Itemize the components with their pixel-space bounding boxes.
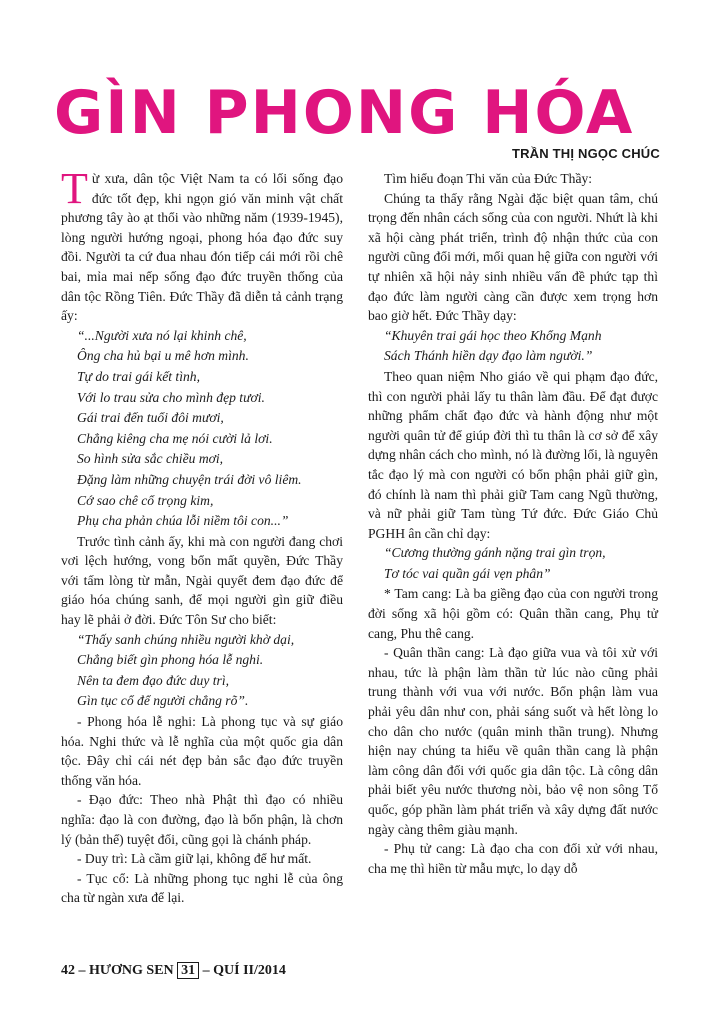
verse-line: Tự do trai gái kết tình, <box>77 368 200 384</box>
verse-line: Cớ sao chê cổ trọng kim, <box>77 492 214 508</box>
verse-line: Sách Thánh hiền dạy đạo làm người.” <box>384 348 593 364</box>
verse-line: Nên ta đem đạo đức duy trì, <box>77 672 230 688</box>
verse-line: Gìn tục cổ để người chẳng rõ”. <box>77 693 249 709</box>
right-column <box>368 169 658 878</box>
verse-line: Phụ cha phản chúa lỗi niềm tôi con...” <box>77 513 289 529</box>
body-paragraph: Theo quan niệm Nho giáo về qui phạm đạo đức, thì con người phải lấy tu thân làm đầu. Để đạt được những phẩm chất đạo đức và hành động như một người quân tử để giúp đời thì tu thân là cơ sở để xây dựng nhân cách cho mình, nó là đường lối, là nguyên tắc đạo lý mà con người có bổn phận phải giữ gìn, đó chính là nam thì phải giữ Tam cang Ngũ thường, và nữ phải giữ Tam tùng Tứ đức. Đức Giáo Chủ PGHH ân cần chỉ dạy: <box>368 368 658 541</box>
definition-paragraph: - Phụ tử cang: Là đạo cha con đối xử với nhau, cha mẹ thì hiền từ mẫu mực, lo dạy dỗ <box>368 841 658 876</box>
verse-block-2 <box>61 630 343 712</box>
article-title: GÌN PHONG HÓA <box>54 78 635 148</box>
intro-paragraph: Từ xưa, dân tộc Việt Nam ta có lối sống đạo đức tốt đẹp, khi ngọn gió văn minh vật chất phương tây ào ạt thổi vào những năm (1939-1945), lòng người hướng ngoại, phong hóa đạo đức suy đồi. Người ta cứ đua nhau đón tiếp cái mới rồi chê bai, mỉa mai nếp sống đạo đức truyền thống của dân tộc Rồng Tiên. Đức Thầy đã diễn tả cảnh trạng ấy: <box>61 164 343 324</box>
definition-paragraph: - Phong hóa lễ nghi: Là phong tục và sự giáo hóa. Nghi thức và lễ nghĩa của một quốc gia dân tộc. Đây chỉ cái nét đẹp bản sắc đạo đức truyền thống văn hóa. <box>61 714 343 788</box>
definition-paragraph: - Duy trì: Là cầm giữ lại, không để hư mất. <box>77 851 312 867</box>
verse-line: “Cương thường gánh nặng trai gìn trọn, <box>384 545 606 561</box>
verse-block-1 <box>61 326 343 532</box>
definition-paragraph: - Tục cổ: Là những phong tục nghi lễ của ông cha từ ngàn xưa để lại. <box>61 870 343 906</box>
verse-line: Ông cha hủ bại u mê hơn mình. <box>77 348 249 364</box>
page-footer <box>61 962 286 979</box>
verse-line: “Thấy sanh chúng nhiều người khờ dại, <box>77 631 295 647</box>
verse-line: So hình sửa sắc chiều mơi, <box>77 451 224 467</box>
verse-line: Chẳng kiêng cha mẹ nói cười lả lơi. <box>77 430 273 446</box>
article-author: TRẦN THỊ NGỌC CHÚC <box>511 146 660 161</box>
verse-block-3 <box>368 326 658 367</box>
page-number: 42 <box>61 963 75 978</box>
magazine-name: – HƯƠNG SEN <box>78 963 174 978</box>
verse-line: Gái trai đến tuổi đôi mươi, <box>77 410 224 426</box>
body-paragraph: Chúng ta thấy rằng Ngài đặc biệt quan tâm, chú trọng đến nhân cách sống của con người. Nhứt là khi xã hội càng phát triển, trình độ nhận thức của con người cũng đổi mới, mối quan hệ giữa con người với tự nhiên xã hội nảy sinh nhiều vấn đề phức tạp thì đạo đức làm người càng cần được xem trọng hơn bao giờ hết. Đức Thầy dạy: <box>368 190 658 324</box>
verse-block-4 <box>368 543 658 584</box>
left-column <box>61 164 343 908</box>
definition-paragraph: - Đạo đức: Theo nhà Phật thì đạo có nhiều nghĩa: đạo là con đường, đạo là bổn phận, là chơn lý (bản thể) tuyệt đối, cũng gọi là chánh pháp. <box>61 792 343 847</box>
verse-line: Tơ tóc vai quần gái vẹn phân” <box>384 565 551 581</box>
section-heading: Tìm hiểu đoạn Thi văn của Đức Thầy: <box>384 171 593 186</box>
issue-number: 31 <box>177 962 199 979</box>
issue-period: – QUÍ II/2014 <box>202 963 286 978</box>
body-paragraph: Trước tình cảnh ấy, khi mà con người đang chơi vơi lệch hướng, vong bổn mất quyền, Đức Thầy với tấm lòng từ mẫn, Ngài quyết đem đạo đức để giáo hóa chúng sanh, để mọi người gìn giữ điều hay lẽ phải ở đời. Đức Tôn Sư cho biết: <box>61 533 343 628</box>
drop-cap: T <box>61 164 88 213</box>
verse-line: Với lo trau sửa cho mình đẹp tươi. <box>77 389 265 405</box>
verse-line: “Khuyên trai gái học theo Khổng Mạnh <box>384 327 602 343</box>
verse-line: Chẳng biết gìn phong hóa lễ nghi. <box>77 652 264 668</box>
definition-paragraph: - Quân thần cang: Là đạo giữa vua và tôi xử với nhau, tức là phận làm thần tử lúc nào cũng phải trung thành với vua với nước. Bổn phận làm vua phải yêu dân như con, phải sáng suốt và hết lòng lo cho dân cho nước (quân minh thần trung). Nhưng hiện nay chúng ta hiểu về quân thần cang là phận làm công dân đối với quốc gia dân tộc. Là công dân phải biết yêu nước thương nòi, bảo vệ non sông Tổ quốc, góp phần làm phát triển và xây dựng đất nước ngày càng thêm giàu mạnh. <box>368 645 658 837</box>
verse-line: Đặng làm những chuyện trái đời vô liêm. <box>77 471 302 487</box>
verse-line: “...Người xưa nó lại khinh chê, <box>77 327 247 343</box>
definition-paragraph: * Tam cang: Là ba giềng đạo của con người trong đời sống xã hội gồm có: Quân thần cang, Phụ tử cang, Phu thê cang. <box>368 586 658 641</box>
